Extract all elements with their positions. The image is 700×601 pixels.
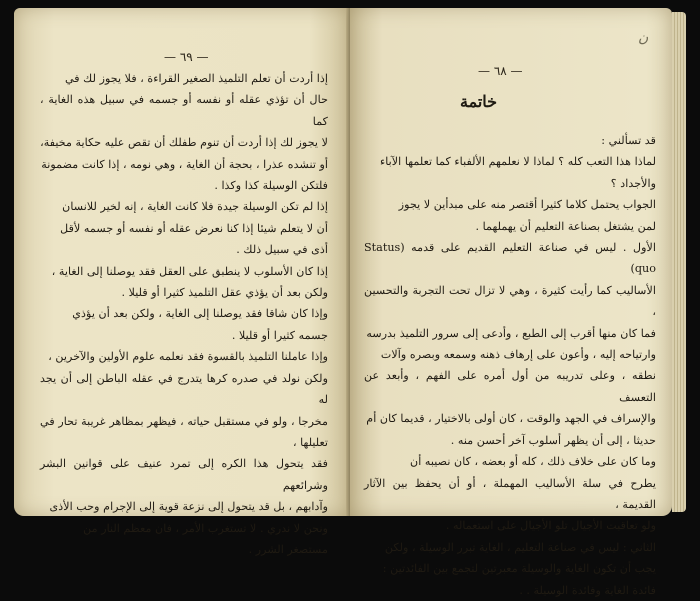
text-line: لا يجوز لك إذا أردت أن تنوم طفلك أن تقص عليه حكاية مخيفة، [40,136,328,150]
text-line: جسمه كثيرا أو قليلا . [231,328,328,342]
text-line: يطرح في سلة الأساليب المهملة ، أو أن يحفظ بين الآثار القديمة ، [364,476,656,511]
text-line: أو تنشده عذرا ، بحجة أن الغاية ، وهي نومه ، إذا كانت مضمونة [41,157,328,171]
text-line: حال أن تؤذي عقله أو نفسه أو جسمه في سبيل هذه الغاية ، كما [40,93,328,128]
text-line: ولكن نولد في صدره كرها يتدرج في عقله الباطن إلى أن يجد له [40,371,328,407]
text-line: والإسراف في الجهد والوقت ، كان أولى بالاختيار ، قديما كان أم [366,412,656,426]
text-line: الجواب يحتمل كلاما كثيرا أقتصر منه على مبدأين لا يجوز [398,198,656,212]
left-page [14,8,350,556]
text-line: إذا كان الأسلوب لا ينطبق على العقل فقد يوصلنا إلى الغاية ، [51,264,328,278]
text-line: أن لا يتعلم شيئا إذا كنا نعرض عقله أو نفسه أو جسمه لأقل [60,221,328,235]
page-number: — ٦٩ — [164,50,209,64]
text-line: نطقه ، وعلى تدريبه من أول أمره على الفهم ، وأبعد عن التعسف [364,369,656,404]
text-line: لمن يشتغل بصناعة التعليم أن يهملهما . [475,219,656,233]
text-line: إذا لم تكن الوسيلة جيدة فلا كانت الغاية ، إنه لخير للانسان [62,200,328,214]
text-line: مخرجا ، ولو في مستقبل حياته ، فيظهر بمظاهر غريبة تحار في تعليلها ، [40,414,328,449]
text-line: مستصغر الشرر . [248,542,328,556]
text-line: وآدابهم ، بل قد يتحول إلى نزعة قوية إلى الإجرام وحب الأذى [49,500,328,514]
text-line: قد تسألني : [601,134,656,147]
margin-mark: ن [638,30,649,46]
page-heading: خاتمة [460,92,498,111]
text-line: وإذا عاملنا التلميذ بالقسوة فقد نعلمه علوم الأولين والآخرين ، [48,350,328,364]
text-line: ونحن لا ندري . لا تستغرب الأمر ، فان معظم النار من [83,521,328,535]
text-line: الثاني : ليس في صناعة التعليم ، الغاية تبرر الوسيلة ، ولكن [384,540,656,554]
text-line: لماذا هذا التعب كله ؟ لماذا لا نعلمهم الألفباء كما تعلمها الآباء [380,155,656,169]
page-edges [672,12,686,512]
text-line: حديثا ، إلى أن يظهر أسلوب آخر أحسن منه . [450,433,656,447]
text-line: فائدة الغاية وفائدة الوسيلة . . [519,583,656,597]
page-number: — ٦٨ — [478,64,523,78]
text-line: والأجداد ؟ [610,176,656,190]
text-line: وإذا كان شاقا فقد يوصلنا إلى الغاية ، ولكن بعد أن يؤذي [72,307,328,321]
text-line: إذا أردت أن تعلم التلميذ الصغير القراءة ، فلا يجوز لك في [64,72,328,85]
text-line: يجب أن تكون الغاية والوسيلة معبرتين لتجمع بين الفائدتين : [382,562,656,576]
right-page [350,8,672,597]
text-line: ولكن بعد أن يؤذي عقل التلميذ كثيرا أو قليلا . [121,286,328,300]
text-line: وارتياحه إليه ، وأعون على إرهاف ذهنه وسمعه وبصره وآلات [380,348,656,362]
text-line: أذى في سبيل ذلك . [236,243,328,257]
text-line: الأول . ليس في صناعة التعليم القديم على قدمه (Status quo) [364,241,656,276]
right-page-body [364,130,656,601]
text-line: وما كان على خلاف ذلك ، كله أو بعضه ، كان نصيبه أن [410,455,656,469]
text-line: الأساليب كما رأيت كثيرة ، وهي لا تزال تحت التجربة والتحسين ، [364,283,656,319]
text-line: ولو تعاقبت الأجيال تلو الأجيال على استعماله . [445,519,656,533]
text-line: فما كان منها أقرب إلى الطبع ، وأدعى إلى سرور التلميذ بدرسه [366,326,656,340]
text-line: فلتكن الوسيلة كذا وكذا . [214,179,328,193]
left-page-body [40,68,328,560]
text-line: فقد يتحول هذا الكره إلى تمرد عنيف على قوانين البشر وشرائعهم [40,457,328,492]
